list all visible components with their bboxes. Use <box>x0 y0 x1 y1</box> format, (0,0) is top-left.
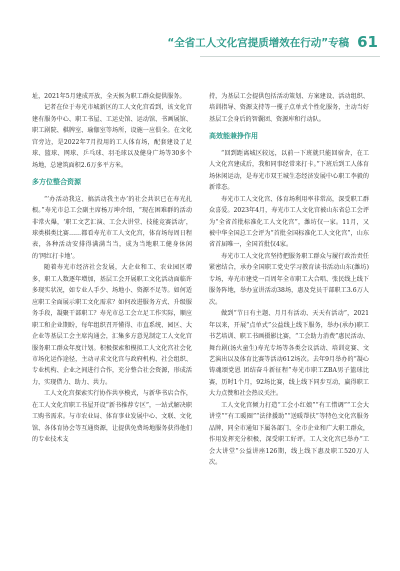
header-divider <box>200 56 380 57</box>
right-column <box>209 91 369 469</box>
section-title: “全省工人文化宫提质增效在行动”专稿 <box>167 36 350 49</box>
left-column <box>32 91 192 446</box>
paragraph: 做到“节日有主题、月月有活动、天天有活动”，2021年以来，开展“点单式”公益线上线下服务，举办(承办)职工书艺培训、职工书画摄影比赛，“工会助力消费”惠民活动、舞台剧(汤火童生)寿光专场等各类会议活动、培训竞赛、文艺演出以及体育比赛等活动612场次。去年9月举办的“凝心铸魂颂党恩 团结奋斗新征程”寿光市职工ZBA男子篮球比赛，历时1个月，92场比赛，线上线下同步互动，赢得职工大力点赞和社会热议关注。 <box>209 310 369 398</box>
paragraph: 工人文化宫探索实行协作共享模式，与新华书店合作，在工人文化宫职工书屋开设“新书推荐专区”，一站式解决职工购书需求。与市农业局、体育事业发展中心、文联、文化馆、各体育协会等互通资源，让提供免费场地服务获得他们的专业技术支 <box>32 390 192 444</box>
paragraph: 记者在位于寿光市城新区的工人文化宫看到，该文化宫建有服务中心、职工书屋、工运史馆、运动馆、书画展馆、职工剧院、棋牌室、瑜伽室等场所，设施一应俱全。在文化宫旁边，是2022年7月投用的工人体育场，配套建设了足球、篮球、网球、乒乓球、羽毛球以及健身广场等30多个场地，总建筑面积2.6万多平方米。 <box>32 104 192 169</box>
paragraph: 寿光市工人文化宫坚持把服务职工群众与履行政治责任紧密结合，承办全国职工党史学习教育读书活动山东(潍坊)专场，寿光市建党一百周年全市职工大合唱、张民线上线下服务阵地，举办宣讲活动38场，惠及党员干部职工3.6万人次。 <box>209 252 369 306</box>
paragraph: 址，2021年5月建成开放，全天候为职工群众提供服务。 <box>32 93 186 100</box>
page-header <box>167 31 378 53</box>
paragraph: 工人文化宫倾力打造“工会小红娘”“有工惜调”“工会大讲堂”“有工暖圈”“法律援助”“送暖帮扶”等特色文化宫服务品牌，同全市通知下属各部门、全市企业和广大职工群众，作用发挥充分积极，深受职工好评。工人文化宫已举办“工会大讲堂”公益讲座126期，线上线下惠及职工520万人次。 <box>209 401 369 467</box>
paragraph: “回到距离城区较远，以前一下班就只能回宿舍，在工人文化宫建成后，我和同事经常来打卡。”下班后到工人体育场休闲运动，是寿光市双王城生态经济发展中心职工李毅的新常态。 <box>209 149 369 192</box>
paragraph: 随着寿光市经济社会发展，大企业和工、农业园区增多，职工人数逐年增加，基层工会开展职工文化活动面临许多现实状况，如专业人手少、场地小、资源不足等。如何适应职工全面展示职工文化需求？如何改进服务方式、升级服务手段，凝聚干部职工？寿光市总工会立足工作实际，顺应职工和企业期盼，每年组织召开懂得、市直系统、园区、大企业等基层工会主席沟通会，汇集多方意见制定工人文化宫服务职工群众年度计划。积极探索和模拟工人文化宫社会化市场化运作途径，主动寻求文化宫与政府机构、社会组织、专业机构、企业之间进行合作，充分整合社会资源，形成活力，实现借力、助力、共力。 <box>32 264 192 386</box>
section-heading: 多方位整合资源 <box>32 178 81 187</box>
page-number: 61 <box>357 33 378 51</box>
paragraph: “‘办活动我这、搞活动我主办’的社会共识已在寿光扎根。”寿光市总工会副主席杨万坤介绍，“现在困难群的活动非常火爆，‘职工文艺汇演、工会大讲堂、技能竞赛活动’，球类棋类比赛……都看寿光市工人文化宫，体育场每周日程表，各种活动安排得满满当当，成为当地职工健身休闲的‘网红打卡地’。 <box>32 195 192 260</box>
section-heading: 高效能兼挣作用 <box>209 132 258 141</box>
paragraph: 寿光市工人文化宫、体育场利用率非常高，深受职工群众喜爱。2023年4月，寿光市工人文化宫被山东省总工会评为“全省首批标准化工人文化宫”，潍坊仅一家。11月，又被中华全国总工会评为“首批全国标准化工人文化宫”，山东省首届唯一，全国首批仅4家。 <box>209 195 369 249</box>
paragraph: 持，为基层工会提供包括活动策划、方案建设、活动组织、培训指导、资源支持等一揽子点单式个性化服务，主动当好基层工会身后的智囊团、资源库和行动队。 <box>209 93 369 123</box>
